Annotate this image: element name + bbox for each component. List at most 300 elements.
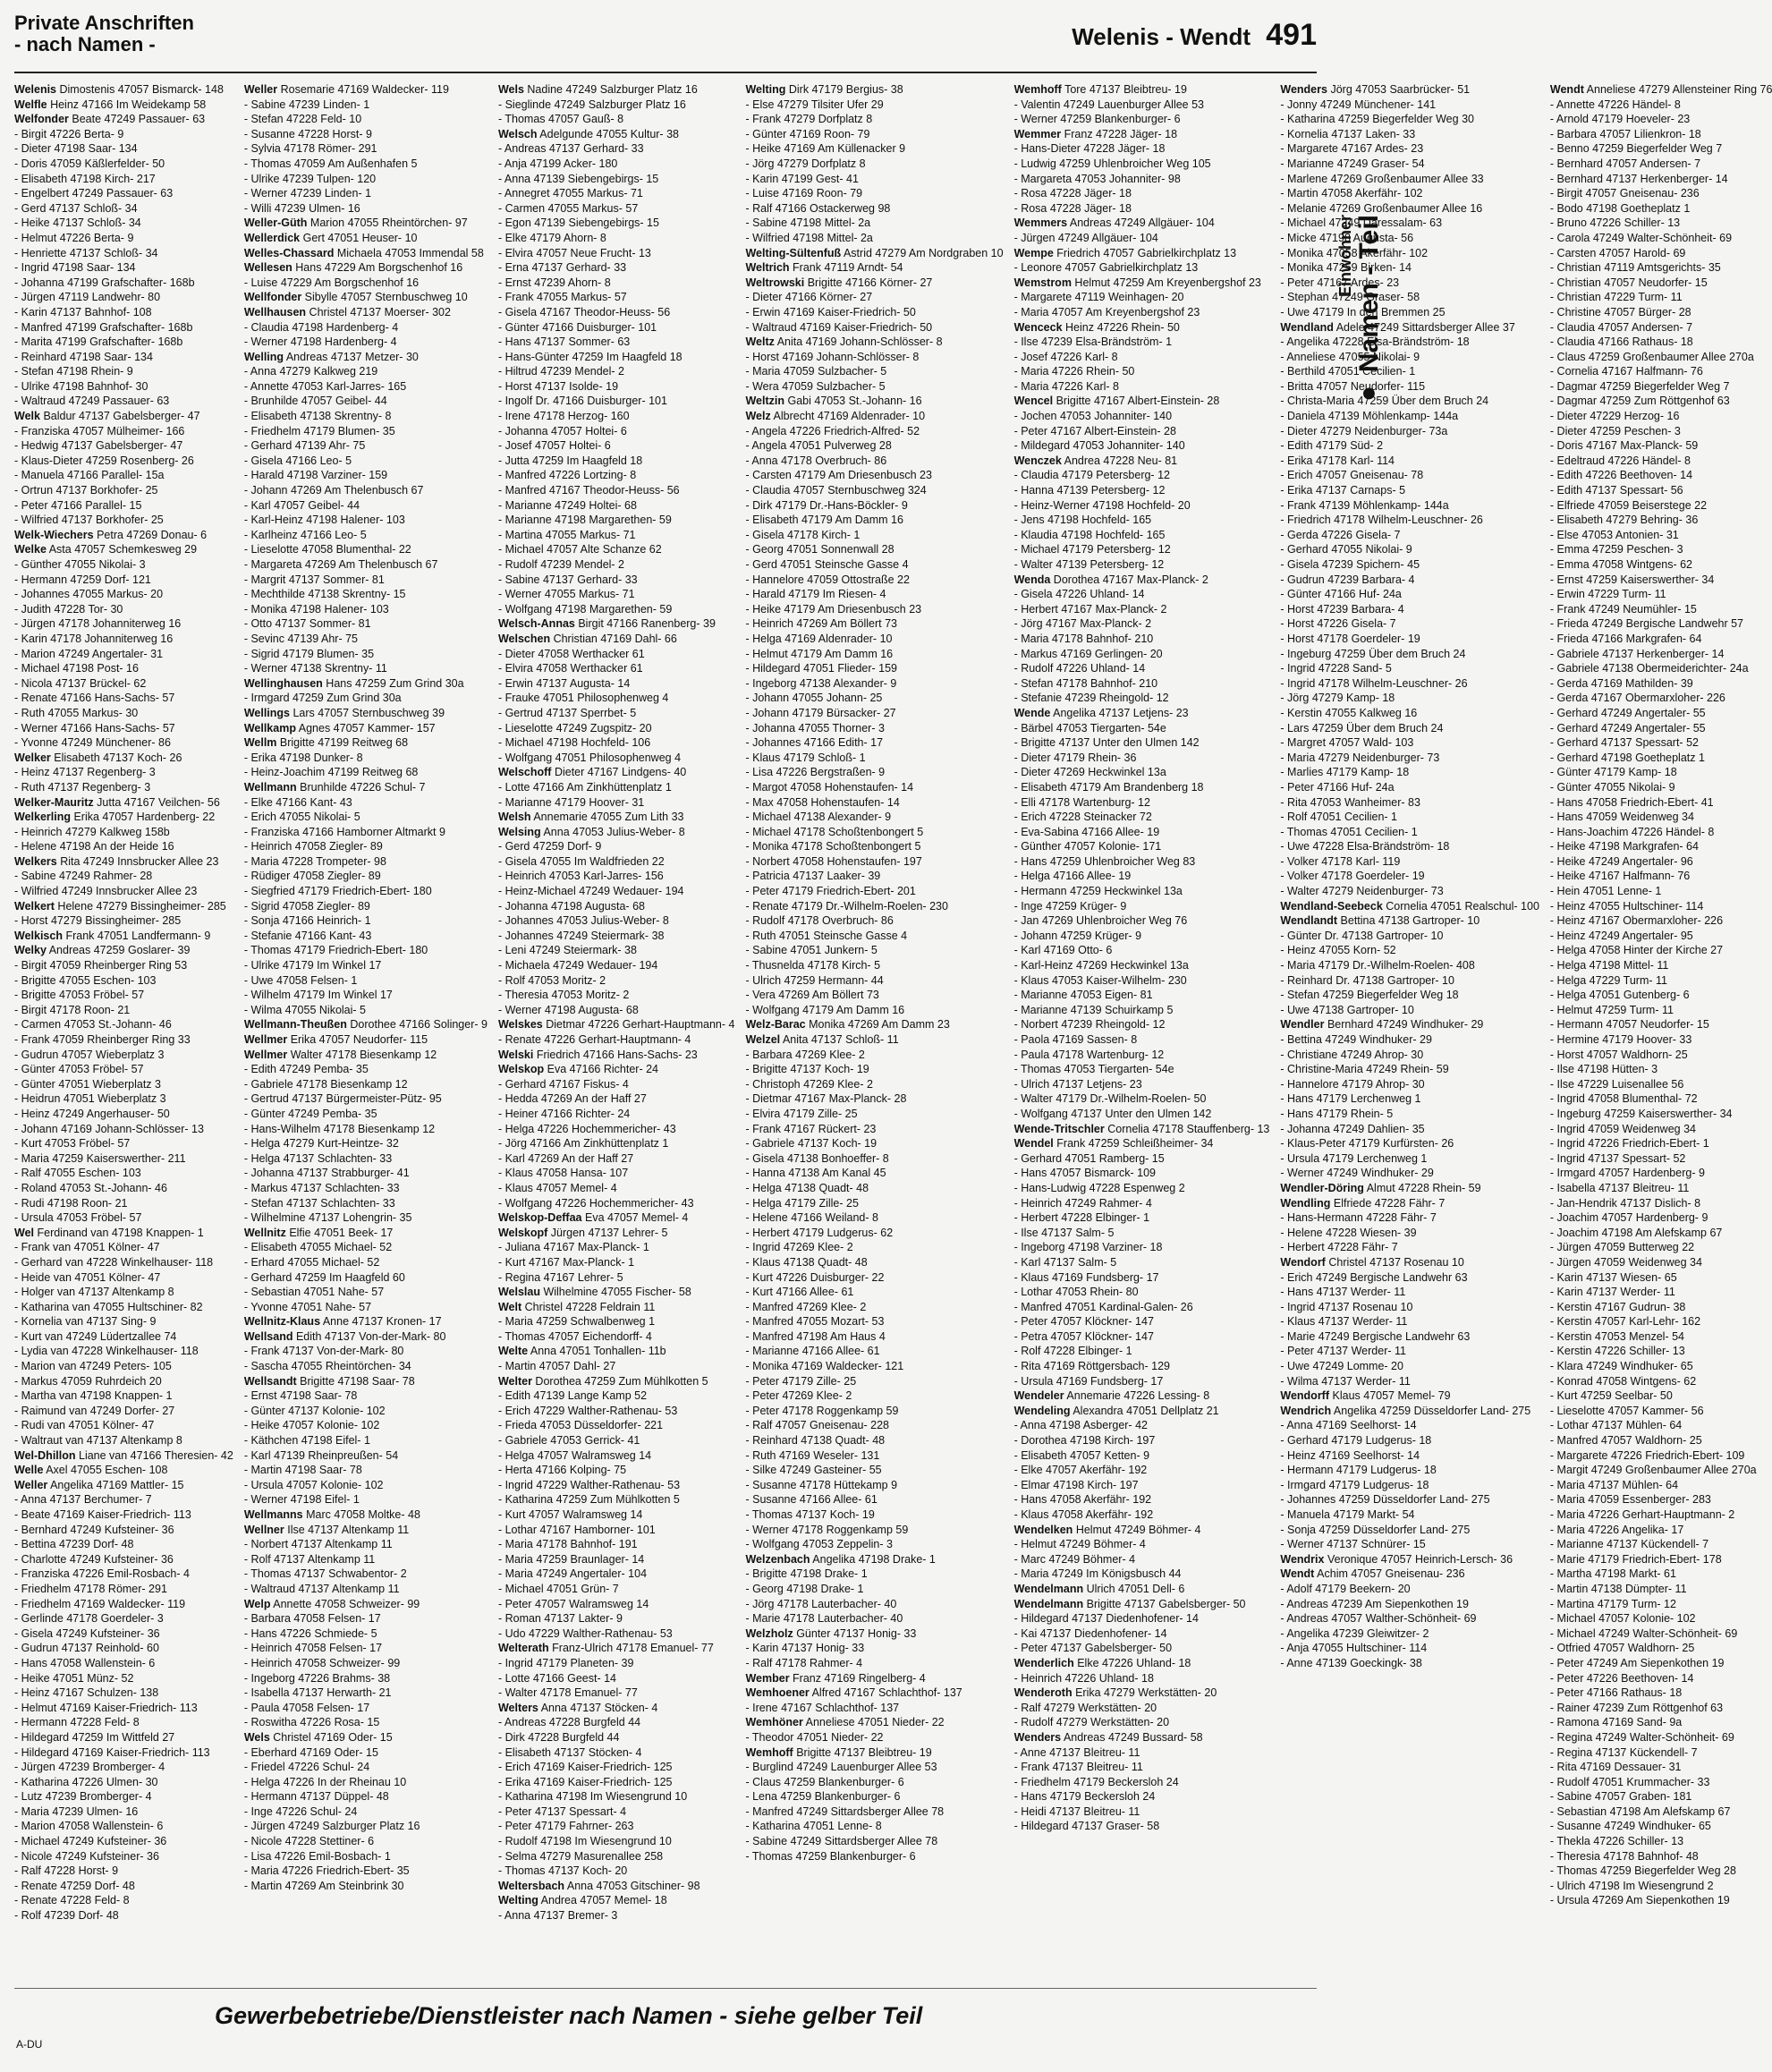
entry-detail: - Stefan 47228 Feld- 10 — [243, 113, 362, 126]
directory-entry — [1280, 929, 1539, 944]
directory-entry — [1014, 869, 1270, 884]
entry-detail: - Helga 47229 Turm- 11 — [1549, 973, 1667, 987]
entry-detail: - Rudolf 47198 Im Wiesengrund 10 — [497, 1835, 672, 1848]
entry-surname: Weller — [14, 1478, 48, 1491]
directory-entry — [745, 290, 1003, 305]
entry-detail: - Bruno 47226 Schiller- 13 — [1549, 217, 1681, 230]
directory-entry — [14, 751, 233, 766]
entry-detail: - Thomas 47137 Koch- 19 — [745, 1508, 875, 1521]
entry-surname: Wendelmann — [1013, 1597, 1084, 1610]
directory-column — [14, 82, 233, 1961]
directory-entry — [244, 1641, 488, 1656]
directory-entry — [498, 1849, 735, 1864]
directory-entry — [1014, 1210, 1270, 1226]
entry-detail: Alfred 47167 Schlachthof- 137 — [811, 1686, 962, 1700]
entry-detail: - Werner 47198 Augusta- 68 — [497, 1003, 639, 1016]
directory-entry — [14, 825, 233, 840]
entry-surname: Welfle — [14, 98, 47, 111]
entry-surname: Wel-Dhillon — [14, 1448, 76, 1462]
entry-detail: - Uwe 47058 Felsen- 1 — [243, 973, 358, 987]
directory-entry — [745, 1359, 1003, 1374]
entry-detail: Heinz 47166 Im Weidekamp 58 — [50, 98, 207, 111]
directory-entry — [498, 438, 735, 454]
entry-detail: - Karin 47137 Wiesen- 65 — [1549, 1270, 1677, 1284]
entry-surname: Welkisch — [14, 929, 63, 942]
entry-detail: Franz 47228 Jäger- 18 — [1064, 127, 1178, 140]
entry-detail: - Heike 47169 Am Küllenacker 9 — [745, 142, 906, 156]
entry-detail: Andreas 47249 Allgäuer- 104 — [1069, 217, 1215, 230]
entry-detail: - Johanna 47057 Holtei- 6 — [497, 424, 627, 437]
entry-detail: - Volker 47178 Karl- 119 — [1280, 854, 1401, 868]
entry-detail: - Peter 47269 Klee- 2 — [745, 1389, 852, 1403]
entry-surname: Welting — [497, 1894, 538, 1907]
entry-detail: - Johanna 47137 Strabburger- 41 — [243, 1167, 410, 1180]
entry-surname: Wellfonder — [243, 291, 302, 304]
directory-entry — [1280, 1374, 1539, 1389]
directory-entry — [1280, 616, 1539, 632]
directory-entry — [1550, 498, 1772, 514]
directory-entry — [1550, 1255, 1772, 1270]
entry-detail: - Manuela 47166 Parallel- 15a — [14, 469, 165, 482]
directory-entry — [14, 513, 233, 528]
directory-entry — [745, 379, 1003, 395]
entry-detail: - Thusnelda 47178 Kirch- 5 — [745, 959, 881, 972]
directory-entry — [1550, 260, 1772, 276]
directory-entry — [14, 1715, 233, 1730]
entry-detail: Dieter 47167 Lindgens- 40 — [554, 766, 687, 779]
directory-entry — [244, 1062, 488, 1077]
entry-detail: - Johannes 47166 Edith- 17 — [745, 736, 884, 750]
entry-surname: Wemmers — [1013, 217, 1068, 230]
entry-surname: Wendorf — [1280, 1255, 1326, 1269]
directory-entry — [1280, 379, 1539, 395]
entry-surname: Wendrich — [1280, 1404, 1332, 1417]
entry-detail: - Gerhard van 47228 Winkelhauser- 118 — [14, 1255, 214, 1269]
directory-entry — [1280, 141, 1539, 157]
entry-detail: - Kornelia 47137 Laken- 33 — [1280, 127, 1416, 140]
entry-surname: Welsch — [497, 127, 538, 140]
entry-detail: - Raimund van 47249 Dorfer- 27 — [14, 1404, 175, 1417]
directory-entry — [1014, 1314, 1270, 1329]
entry-detail: - Heide van 47051 Kölner- 47 — [14, 1270, 161, 1284]
entry-detail: - Gisela 47138 Bonhoeffer- 8 — [745, 1151, 889, 1165]
entry-detail: - Jürgen 47239 Bromberger- 4 — [14, 1761, 165, 1774]
entry-detail: - Ulrike 47198 Bahnhof- 30 — [14, 379, 148, 393]
directory-entry — [498, 1329, 735, 1345]
directory-entry — [244, 988, 488, 1003]
directory-entry — [745, 141, 1003, 157]
entry-surname: Wellmann-Theußen — [243, 1018, 347, 1032]
directory-entry — [1280, 884, 1539, 899]
directory-entry — [745, 1552, 1003, 1567]
directory-entry — [498, 1300, 735, 1315]
entry-detail: Andrea 47228 Neu- 81 — [1064, 454, 1178, 467]
directory-entry — [14, 1226, 233, 1241]
directory-entry — [244, 1226, 488, 1241]
directory-entry — [1014, 1611, 1270, 1626]
entry-detail: - Kerstin 47053 Menzel- 54 — [1549, 1329, 1684, 1343]
directory-entry — [14, 1597, 233, 1612]
entry-detail: - Günter 47137 Kolonie- 102 — [243, 1404, 386, 1417]
directory-entry — [244, 929, 488, 944]
directory-entry — [745, 958, 1003, 973]
entry-detail: - Gabriele 47178 Biesenkamp 12 — [243, 1077, 408, 1091]
entry-detail: - Ingrid 47226 Friedrich-Ebert- 1 — [1549, 1137, 1709, 1151]
entry-detail: - Hildegard 47169 Kaiser-Friedrich- 113 — [14, 1745, 210, 1759]
entry-detail: - Regina 47167 Lehrer- 5 — [497, 1270, 623, 1284]
entry-surname: Weller-Güth — [243, 217, 308, 230]
directory-entry — [745, 1597, 1003, 1612]
entry-detail: - Johannes 47055 Markus- 20 — [14, 588, 164, 601]
directory-entry — [745, 1270, 1003, 1286]
entry-detail: Dorothee 47166 Solinger- 9 — [350, 1018, 488, 1032]
entry-detail: - Maria 47226 Karl- 8 — [1013, 379, 1119, 393]
directory-entry — [498, 1374, 735, 1389]
directory-entry — [498, 1240, 735, 1255]
entry-detail: - Michael 47057 Kolonie- 102 — [1549, 1612, 1696, 1626]
directory-entry — [14, 721, 233, 736]
entry-detail: Astrid 47279 Am Nordgraben 10 — [843, 246, 1004, 259]
directory-entry — [1280, 913, 1539, 929]
entry-detail: Brigitte 47166 Körner- 27 — [807, 276, 933, 289]
entry-detail: - Burglind 47249 Lauenburger Allee 53 — [745, 1761, 937, 1774]
entry-detail: - Paula 47058 Felsen- 17 — [243, 1701, 370, 1714]
entry-detail: - Helene 47228 Wiesen- 39 — [1280, 1226, 1417, 1239]
directory-entry — [1280, 1196, 1539, 1211]
entry-detail: Brunhilde 47226 Schul- 7 — [300, 780, 426, 794]
entry-surname: Wendlandt — [1280, 914, 1338, 928]
entry-detail: - Monika 47259 Birken- 14 — [1280, 261, 1412, 275]
entry-detail: - Hermann 47179 Ludgerus- 18 — [1280, 1464, 1437, 1477]
directory-entry — [1280, 483, 1539, 498]
directory-entry — [14, 1537, 233, 1552]
directory-entry — [1550, 1433, 1772, 1448]
directory-entry — [1014, 1122, 1270, 1137]
directory-entry — [1550, 721, 1772, 736]
entry-detail: - Jörg 47166 Am Zinkhüttenplatz 1 — [497, 1137, 669, 1151]
directory-entry — [1550, 246, 1772, 261]
entry-surname: Wellings — [243, 706, 290, 719]
directory-entry — [244, 825, 488, 840]
entry-detail: - Selma 47279 Masurenallee 258 — [497, 1849, 664, 1863]
directory-entry — [745, 1196, 1003, 1211]
directory-entry — [745, 839, 1003, 854]
entry-detail: - Stefan 47137 Schlachten- 33 — [243, 1196, 395, 1210]
entry-detail: - Karl 47057 Geibel- 44 — [243, 498, 360, 512]
footer-code: A-DU — [16, 2038, 43, 2051]
entry-detail: Andrea 47057 Memel- 18 — [540, 1894, 667, 1907]
directory-entry — [745, 231, 1003, 246]
entry-detail: - Annegret 47055 Markus- 71 — [497, 187, 643, 200]
entry-detail: - Marianne 47137 Kückendell- 7 — [1549, 1538, 1709, 1551]
directory-entry — [745, 884, 1003, 899]
entry-detail: - Peter 47179 Zille- 25 — [745, 1374, 857, 1388]
entry-detail: - Johanna 47198 Augusta- 68 — [497, 899, 645, 913]
entry-detail: - Lothar 47137 Mühlen- 64 — [1549, 1419, 1683, 1432]
entry-detail: - Marc 47249 Böhmer- 4 — [1013, 1552, 1136, 1566]
entry-detail: - Jörg 47279 Kamp- 18 — [1280, 692, 1395, 705]
entry-detail: - Heinz-Werner 47198 Hochfeld- 20 — [1013, 498, 1191, 512]
directory-entry — [1550, 1136, 1772, 1151]
entry-detail: - Edith 47137 Spessart- 56 — [1549, 484, 1683, 497]
entry-detail: - Edith 47139 Lange Kamp 52 — [497, 1389, 648, 1403]
entry-detail: - Heidrun 47051 Wieberplatz 3 — [14, 1092, 166, 1106]
entry-detail: - Jan 47269 Uhlenbroicher Weg 76 — [1013, 914, 1188, 928]
directory-entry — [1550, 1730, 1772, 1745]
entry-detail: - Heike 47057 Kolonie- 102 — [243, 1419, 380, 1432]
entry-detail: - Käthchen 47198 Eifel- 1 — [243, 1434, 370, 1448]
directory-entry — [1014, 1507, 1270, 1523]
entry-detail: - Norbert 47058 Hohenstaufen- 197 — [745, 854, 922, 868]
entry-detail: - Jan-Hendrik 47137 Dislich- 8 — [1549, 1196, 1701, 1210]
directory-entry — [14, 320, 233, 335]
directory-entry — [244, 1418, 488, 1433]
entry-detail: - Hein 47051 Lenne- 1 — [1549, 885, 1662, 898]
entry-detail: - Heinz-Michael 47249 Wedauer- 194 — [497, 885, 684, 898]
entry-detail: - Rainer 47239 Zum Röttgenhof 63 — [1549, 1701, 1724, 1714]
entry-detail: - Martina 47055 Markus- 71 — [497, 528, 636, 541]
entry-detail: - Gerhard 47259 Im Haagfeld 60 — [243, 1270, 405, 1284]
entry-detail: - Susanne 47228 Horst- 9 — [243, 127, 372, 140]
directory-entry — [498, 1715, 735, 1730]
entry-detail: Christian 47169 Dahl- 66 — [553, 632, 677, 645]
directory-entry — [14, 1285, 233, 1300]
entry-detail: - Gisela 47166 Leo- 5 — [243, 454, 352, 467]
entry-detail: - Isabella 47137 Herwarth- 21 — [243, 1686, 392, 1700]
directory-entry — [498, 632, 735, 647]
entry-detail: - Susanne 47178 Hüttekamp 9 — [745, 1478, 898, 1491]
directory-entry — [1014, 1374, 1270, 1389]
entry-detail: - Paola 47169 Sassen- 8 — [1013, 1033, 1138, 1046]
directory-entry — [745, 943, 1003, 958]
entry-detail: - Ilse 47137 Salm- 5 — [1013, 1226, 1115, 1239]
entry-detail: - Heinrich 47058 Felsen- 17 — [243, 1642, 383, 1655]
entry-detail: - Heiner 47166 Richter- 24 — [497, 1107, 631, 1120]
directory-entry — [1014, 929, 1270, 944]
directory-entry — [1014, 1151, 1270, 1167]
entry-detail: - Thomas 47057 Eichendorff- 4 — [497, 1329, 652, 1343]
entry-detail: - Maria 47228 Trompeter- 98 — [243, 854, 386, 868]
entry-detail: - Manfred 47198 Am Haus 4 — [745, 1329, 886, 1343]
directory-entry — [498, 735, 735, 751]
entry-detail: - Margarete 47226 Friedrich-Ebert- 109 — [1549, 1448, 1745, 1462]
entry-detail: - Erika 47169 Kaiser-Friedrich- 125 — [497, 1775, 673, 1788]
directory-entry — [1014, 587, 1270, 602]
entry-detail: - Martin 47269 Am Steinbrink 30 — [243, 1879, 404, 1892]
directory-entry — [1014, 1418, 1270, 1433]
directory-entry — [244, 958, 488, 973]
directory-entry — [14, 1062, 233, 1077]
directory-entry — [1550, 1344, 1772, 1359]
directory-entry — [1014, 186, 1270, 201]
entry-detail: - Werner 47259 Blankenburger- 6 — [1013, 113, 1181, 126]
entry-detail: - Gerd 47051 Steinsche Gasse 4 — [745, 558, 909, 571]
directory-entry — [244, 1136, 488, 1151]
entry-detail: Axel 47055 Eschen- 108 — [46, 1464, 168, 1477]
entry-detail: - Sabine 47198 Mittel- 2a — [745, 217, 871, 230]
entry-detail: Achim 47057 Gneisenau- 236 — [1317, 1567, 1465, 1581]
entry-detail: - Stefanie 47166 Kant- 43 — [243, 929, 372, 942]
entry-detail: - Elisabeth 47138 Skrentny- 8 — [243, 410, 392, 423]
directory-entry — [1550, 676, 1772, 692]
entry-detail: - Brigitte 47053 Fröbel- 57 — [14, 989, 145, 1002]
entry-detail: - Marianne 47198 Margarethen- 59 — [497, 514, 672, 527]
entry-detail: - Egon 47139 Siebengebirgs- 15 — [497, 217, 659, 230]
directory-entry — [1550, 557, 1772, 573]
directory-entry — [14, 394, 233, 409]
entry-detail: - Franziska 47226 Emil-Rosbach- 4 — [14, 1567, 190, 1581]
directory-entry — [1550, 616, 1772, 632]
directory-entry — [745, 1210, 1003, 1226]
entry-detail: - Elke 47057 Akerfähr- 192 — [1013, 1464, 1148, 1477]
directory-entry — [1014, 1107, 1270, 1122]
directory-entry — [745, 498, 1003, 514]
directory-entry — [14, 616, 233, 632]
entry-detail: - Peter 47249 Am Siepenkothen 19 — [1549, 1656, 1725, 1669]
directory-entry — [244, 1300, 488, 1315]
directory-entry — [498, 1181, 735, 1196]
directory-entry — [498, 587, 735, 602]
entry-detail: - Peter 47179 Fahrner- 263 — [497, 1820, 634, 1833]
entry-detail: Dorothea 47167 Max-Planck- 2 — [1053, 573, 1208, 586]
entry-detail: Adele 47249 Sittardsberger Allee 37 — [1335, 320, 1515, 334]
entry-surname: Welskop-Deffaa — [497, 1211, 582, 1225]
directory-entry — [14, 839, 233, 854]
directory-entry — [1550, 795, 1772, 811]
entry-surname: Welk-Wiechers — [14, 528, 94, 541]
entry-detail: - Rolf 47137 Altenkamp 11 — [243, 1552, 376, 1566]
directory-entry — [498, 1834, 735, 1849]
entry-detail: - Maria 47226 Angelika- 17 — [1549, 1523, 1684, 1536]
directory-entry — [745, 112, 1003, 127]
entry-surname: Wenders — [1280, 83, 1327, 96]
directory-entry — [244, 602, 488, 617]
entry-detail: - Dagmar 47259 Biegerfelder Weg 7 — [1549, 379, 1730, 393]
directory-entry — [244, 1166, 488, 1181]
entry-detail: - Renate 47259 Dorf- 48 — [14, 1879, 135, 1892]
directory-entry — [14, 1671, 233, 1686]
entry-detail: - Thomas 47137 Koch- 20 — [497, 1864, 628, 1878]
directory-entry — [244, 513, 488, 528]
directory-entry — [498, 350, 735, 365]
directory-entry — [244, 943, 488, 958]
directory-entry — [745, 335, 1003, 350]
directory-entry — [498, 1507, 735, 1523]
directory-entry — [1280, 335, 1539, 350]
entry-detail: - Heinz 47055 Korn- 52 — [1280, 944, 1396, 957]
entry-detail: - Uwe 47249 Lomme- 20 — [1280, 1360, 1403, 1373]
directory-entry — [1550, 1077, 1772, 1092]
directory-entry — [498, 661, 735, 676]
directory-entry — [498, 157, 735, 172]
directory-entry — [1280, 454, 1539, 469]
directory-entry — [745, 1285, 1003, 1300]
entry-detail: - Inge 47259 Krüger- 9 — [1013, 899, 1127, 913]
directory-entry — [1280, 1017, 1539, 1032]
directory-entry — [498, 1730, 735, 1745]
entry-detail: - Lieselotte 47058 Blumenthal- 22 — [243, 543, 411, 556]
page-header-right — [1072, 18, 1317, 53]
entry-detail: - Heinz 47249 Angertaler- 95 — [1549, 929, 1693, 942]
directory-entry — [14, 1567, 233, 1582]
directory-entry — [1280, 1463, 1539, 1478]
entry-detail: - Roland 47053 St.-Johann- 46 — [14, 1181, 167, 1194]
entry-detail: - Thomas 47259 Biegerfelder Weg 28 — [1549, 1864, 1736, 1878]
directory-entry — [244, 186, 488, 201]
directory-entry — [1280, 424, 1539, 439]
entry-detail: - Reinhard Dr. 47138 Gartroper- 10 — [1280, 973, 1454, 987]
directory-entry — [1280, 647, 1539, 662]
directory-entry — [14, 573, 233, 588]
directory-entry — [244, 528, 488, 543]
entry-detail: - Wilfried 47137 Borkhofer- 25 — [14, 514, 164, 527]
directory-entry — [1550, 1715, 1772, 1730]
directory-entry — [745, 246, 1003, 261]
directory-entry — [1014, 943, 1270, 958]
entry-detail: - Friedel 47226 Schul- 24 — [243, 1761, 370, 1774]
directory-entry — [745, 1834, 1003, 1849]
directory-entry — [1550, 1374, 1772, 1389]
directory-entry — [745, 691, 1003, 706]
entry-detail: - Anne 47137 Bleitreu- 11 — [1013, 1745, 1140, 1759]
directory-entry — [498, 542, 735, 557]
entry-detail: - Wolfgang 47053 Zeppelin- 3 — [745, 1538, 893, 1551]
directory-entry — [1550, 691, 1772, 706]
entry-detail: - Elvira 47057 Neue Frucht- 13 — [497, 246, 651, 259]
directory-entry — [1280, 1478, 1539, 1493]
entry-detail: - Henriette 47137 Schloß- 34 — [14, 246, 158, 259]
directory-entry — [1550, 1789, 1772, 1805]
entry-detail: - Klaus 47138 Quadt- 48 — [745, 1255, 868, 1269]
entry-detail: - Claudia 47166 Rathaus- 18 — [1549, 335, 1693, 349]
directory-entry — [498, 1091, 735, 1107]
entry-detail: - Eberhard 47169 Oder- 15 — [243, 1745, 378, 1759]
entry-detail: - Berthild 47051 Cecilien- 1 — [1280, 365, 1416, 378]
entry-detail: - Ingrid 47137 Rosenau 10 — [1280, 1300, 1413, 1313]
directory-entry — [244, 573, 488, 588]
directory-entry — [745, 513, 1003, 528]
directory-entry — [1014, 498, 1270, 514]
directory-entry — [1014, 1048, 1270, 1063]
entry-detail: - Peter 47166 Huf- 24a — [1280, 780, 1395, 794]
directory-entry — [745, 780, 1003, 795]
entry-detail: Angelika 47169 Mattler- 15 — [50, 1478, 184, 1491]
entry-detail: - Valentin 47249 Lauenburger Allee 53 — [1013, 98, 1204, 111]
entry-detail: - Bettina 47239 Dorf- 48 — [14, 1538, 134, 1551]
entry-detail: - Herbert 47179 Ludgerus- 62 — [745, 1226, 894, 1239]
entry-detail: - Klaus 47057 Memel- 4 — [497, 1181, 617, 1194]
directory-entry — [745, 661, 1003, 676]
directory-entry — [244, 557, 488, 573]
entry-surname: Wellner — [243, 1523, 284, 1536]
directory-entry — [1280, 1567, 1539, 1582]
directory-entry — [1014, 1671, 1270, 1686]
entry-detail: Albrecht 47169 Aldenrader- 10 — [773, 410, 926, 423]
entry-detail: - Waltraut van 47137 Altenkamp 8 — [14, 1434, 182, 1448]
directory-entry — [498, 706, 735, 721]
entry-detail: Jörg 47053 Saarbrücker- 51 — [1330, 83, 1471, 96]
directory-entry — [1550, 112, 1772, 127]
entry-surname: Welz-Barac — [745, 1018, 806, 1032]
entry-detail: - Hans 47059 Weidenweg 34 — [1549, 811, 1694, 824]
directory-entry — [1550, 276, 1772, 291]
entry-detail: - Claus 47259 Großenbaumer Allee 270a — [1549, 350, 1754, 363]
entry-detail: Baldur 47137 Gabelsberger- 47 — [43, 410, 200, 423]
directory-entry — [1550, 854, 1772, 870]
entry-detail: - Günther 47057 Kolonie- 171 — [1013, 840, 1162, 853]
entry-detail: - Marianne 47249 Graser- 54 — [1280, 157, 1425, 170]
directory-entry — [14, 1626, 233, 1642]
